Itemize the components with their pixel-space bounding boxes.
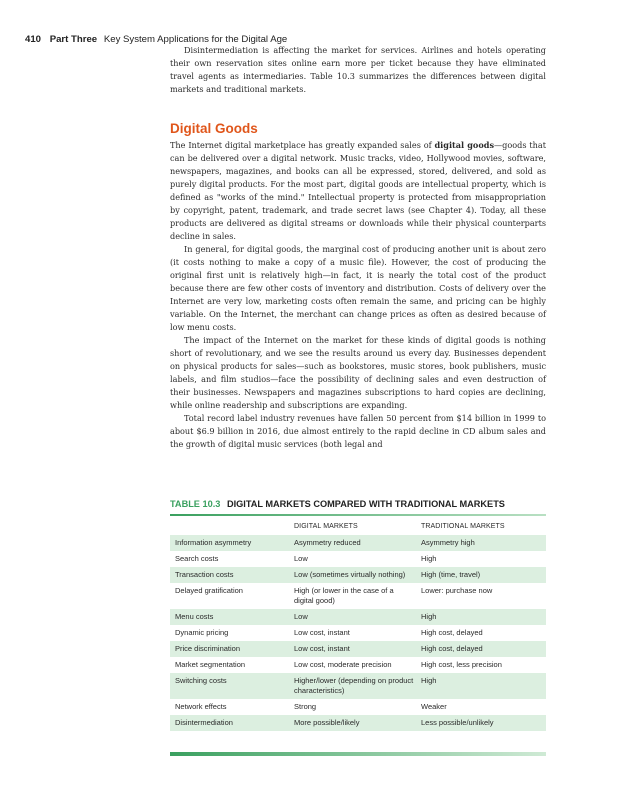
section-heading: Digital Goods — [170, 121, 258, 136]
digital-goods-term: digital goods — [434, 140, 495, 150]
table-bottom-rule — [170, 752, 546, 756]
intro-paragraph: Disintermediation is affecting the market for services. Airlines and hotels operating their own reservation sites online earn more per ticket because they have eliminated travel agents as intermediaries. Table 10.3 summarizes the differences between digital markets and traditional markets. — [170, 45, 546, 94]
paragraph-3: The impact of the Internet on the market for these kinds of digital goods is nothing short of revolutionary, and we see the results around us every day. Businesses dependent on physical products for sales—such as bookstores, music stores, book publishers, music labels, and film studios—face the possibility of declining sales and even destruction of their businesses. Newspapers and magazines subscriptions to hard copies are declining, while online readership and subscriptions are expanding. — [170, 335, 546, 410]
traditional-cell: High — [421, 612, 437, 621]
paragraph-1 — [170, 139, 546, 243]
table-row — [170, 699, 546, 715]
digital-cell: Low — [294, 554, 308, 563]
row-label: Menu costs — [175, 612, 214, 621]
header-traditional-markets: TRADITIONAL MARKETS — [421, 523, 505, 530]
table-row — [170, 567, 546, 583]
row-label: Network effects — [175, 702, 227, 711]
table-row — [170, 625, 546, 641]
row-label: Information asymmetry — [175, 538, 252, 547]
table-header-row — [170, 518, 546, 535]
digital-cell: Low (sometimes virtually nothing) — [294, 570, 406, 579]
table-caption — [170, 499, 505, 509]
part-title: Key System Applications for the Digital Age — [103, 34, 288, 45]
traditional-cell: High cost, less precision — [421, 660, 502, 669]
paragraph-4: Total record label industry revenues have fallen 50 percent from $14 billion in 1999 to about $6.9 billion in 2016, due almost entirely to the rapid decline in CD album sales and the growth of digital music services (both legal and — [170, 413, 546, 449]
row-label: Market segmentation — [175, 660, 246, 669]
page-number: 410 — [25, 34, 42, 45]
row-label: Delayed gratification — [175, 586, 243, 595]
table-row — [170, 551, 546, 567]
comparison-table — [170, 518, 546, 731]
digital-cell: Strong — [294, 702, 317, 711]
digital-cell: Low cost, moderate precision — [294, 660, 392, 669]
row-label: Switching costs — [175, 676, 227, 685]
traditional-cell: High cost, delayed — [421, 628, 483, 637]
traditional-cell: Lower: purchase now — [421, 586, 493, 595]
digital-cell: More possible/likely — [294, 718, 360, 727]
traditional-cell: High (time, travel) — [421, 570, 481, 579]
section-body — [170, 139, 546, 451]
table-row — [170, 609, 546, 625]
traditional-cell: High — [421, 676, 437, 685]
table-row — [170, 657, 546, 673]
header-digital-markets: DIGITAL MARKETS — [294, 523, 358, 530]
paragraph-2: In general, for digital goods, the marginal cost of producing another unit is about zero (it costs nothing to make a copy of a music file). However, the cost of producing the original first unit is relatively high—in fact, it is nearly the total cost of the product because there are few other costs of inventory and distribution. Costs of delivery over the Internet are very low, marketing costs often remain the same, and pricing can be highly variable. On the Internet, the merchant can change prices as often as desired because of low menu costs. — [170, 244, 546, 332]
table-row — [170, 583, 546, 609]
table-row — [170, 673, 546, 699]
traditional-cell: High cost, delayed — [421, 644, 483, 653]
table-row — [170, 535, 546, 551]
digital-cell: Higher/lower (depending on product characteristics) — [294, 676, 414, 695]
paragraph-1-rest: —goods that can be delivered over a digital network. Music tracks, video, Hollywood movies, software, newspapers, magazines, and books can all be expressed, stored, delivered, and sold as purely digital products. For the most part, digital goods are intellectual property, which is defined as "works of the mind." Intellectual property is protected from misappropriation by copyright, patent, trademark, and trade secret laws (see Chapter 4). Today, all these products are delivered as digital streams or downloads while their physical counterparts decline in sales. — [170, 140, 546, 241]
traditional-cell: Less possible/unlikely — [421, 718, 494, 727]
paragraph-1-start: The Internet digital marketplace has greatly expanded sales of — [170, 140, 435, 150]
row-label: Search costs — [175, 554, 219, 563]
row-label: Dynamic pricing — [175, 628, 229, 637]
row-label: Transaction costs — [175, 570, 234, 579]
row-label: Disintermediation — [175, 718, 233, 727]
part-label: Part Three — [49, 34, 98, 45]
digital-cell: Low cost, instant — [294, 644, 350, 653]
traditional-cell: Asymmetry high — [421, 538, 475, 547]
intro-text — [170, 44, 546, 96]
table-title: DIGITAL MARKETS COMPARED WITH TRADITIONAL MARKETS — [226, 499, 505, 509]
table-row — [170, 641, 546, 657]
row-label: Price discrimination — [175, 644, 241, 653]
table-row — [170, 715, 546, 731]
digital-cell: High (or lower in the case of a digital good) — [294, 586, 394, 605]
traditional-cell: High — [421, 554, 437, 563]
table-top-rule — [170, 514, 546, 516]
table-number: TABLE 10.3 — [170, 499, 221, 509]
traditional-cell: Weaker — [421, 702, 447, 711]
digital-cell: Low cost, instant — [294, 628, 350, 637]
digital-cell: Asymmetry reduced — [294, 538, 361, 547]
digital-cell: Low — [294, 612, 308, 621]
